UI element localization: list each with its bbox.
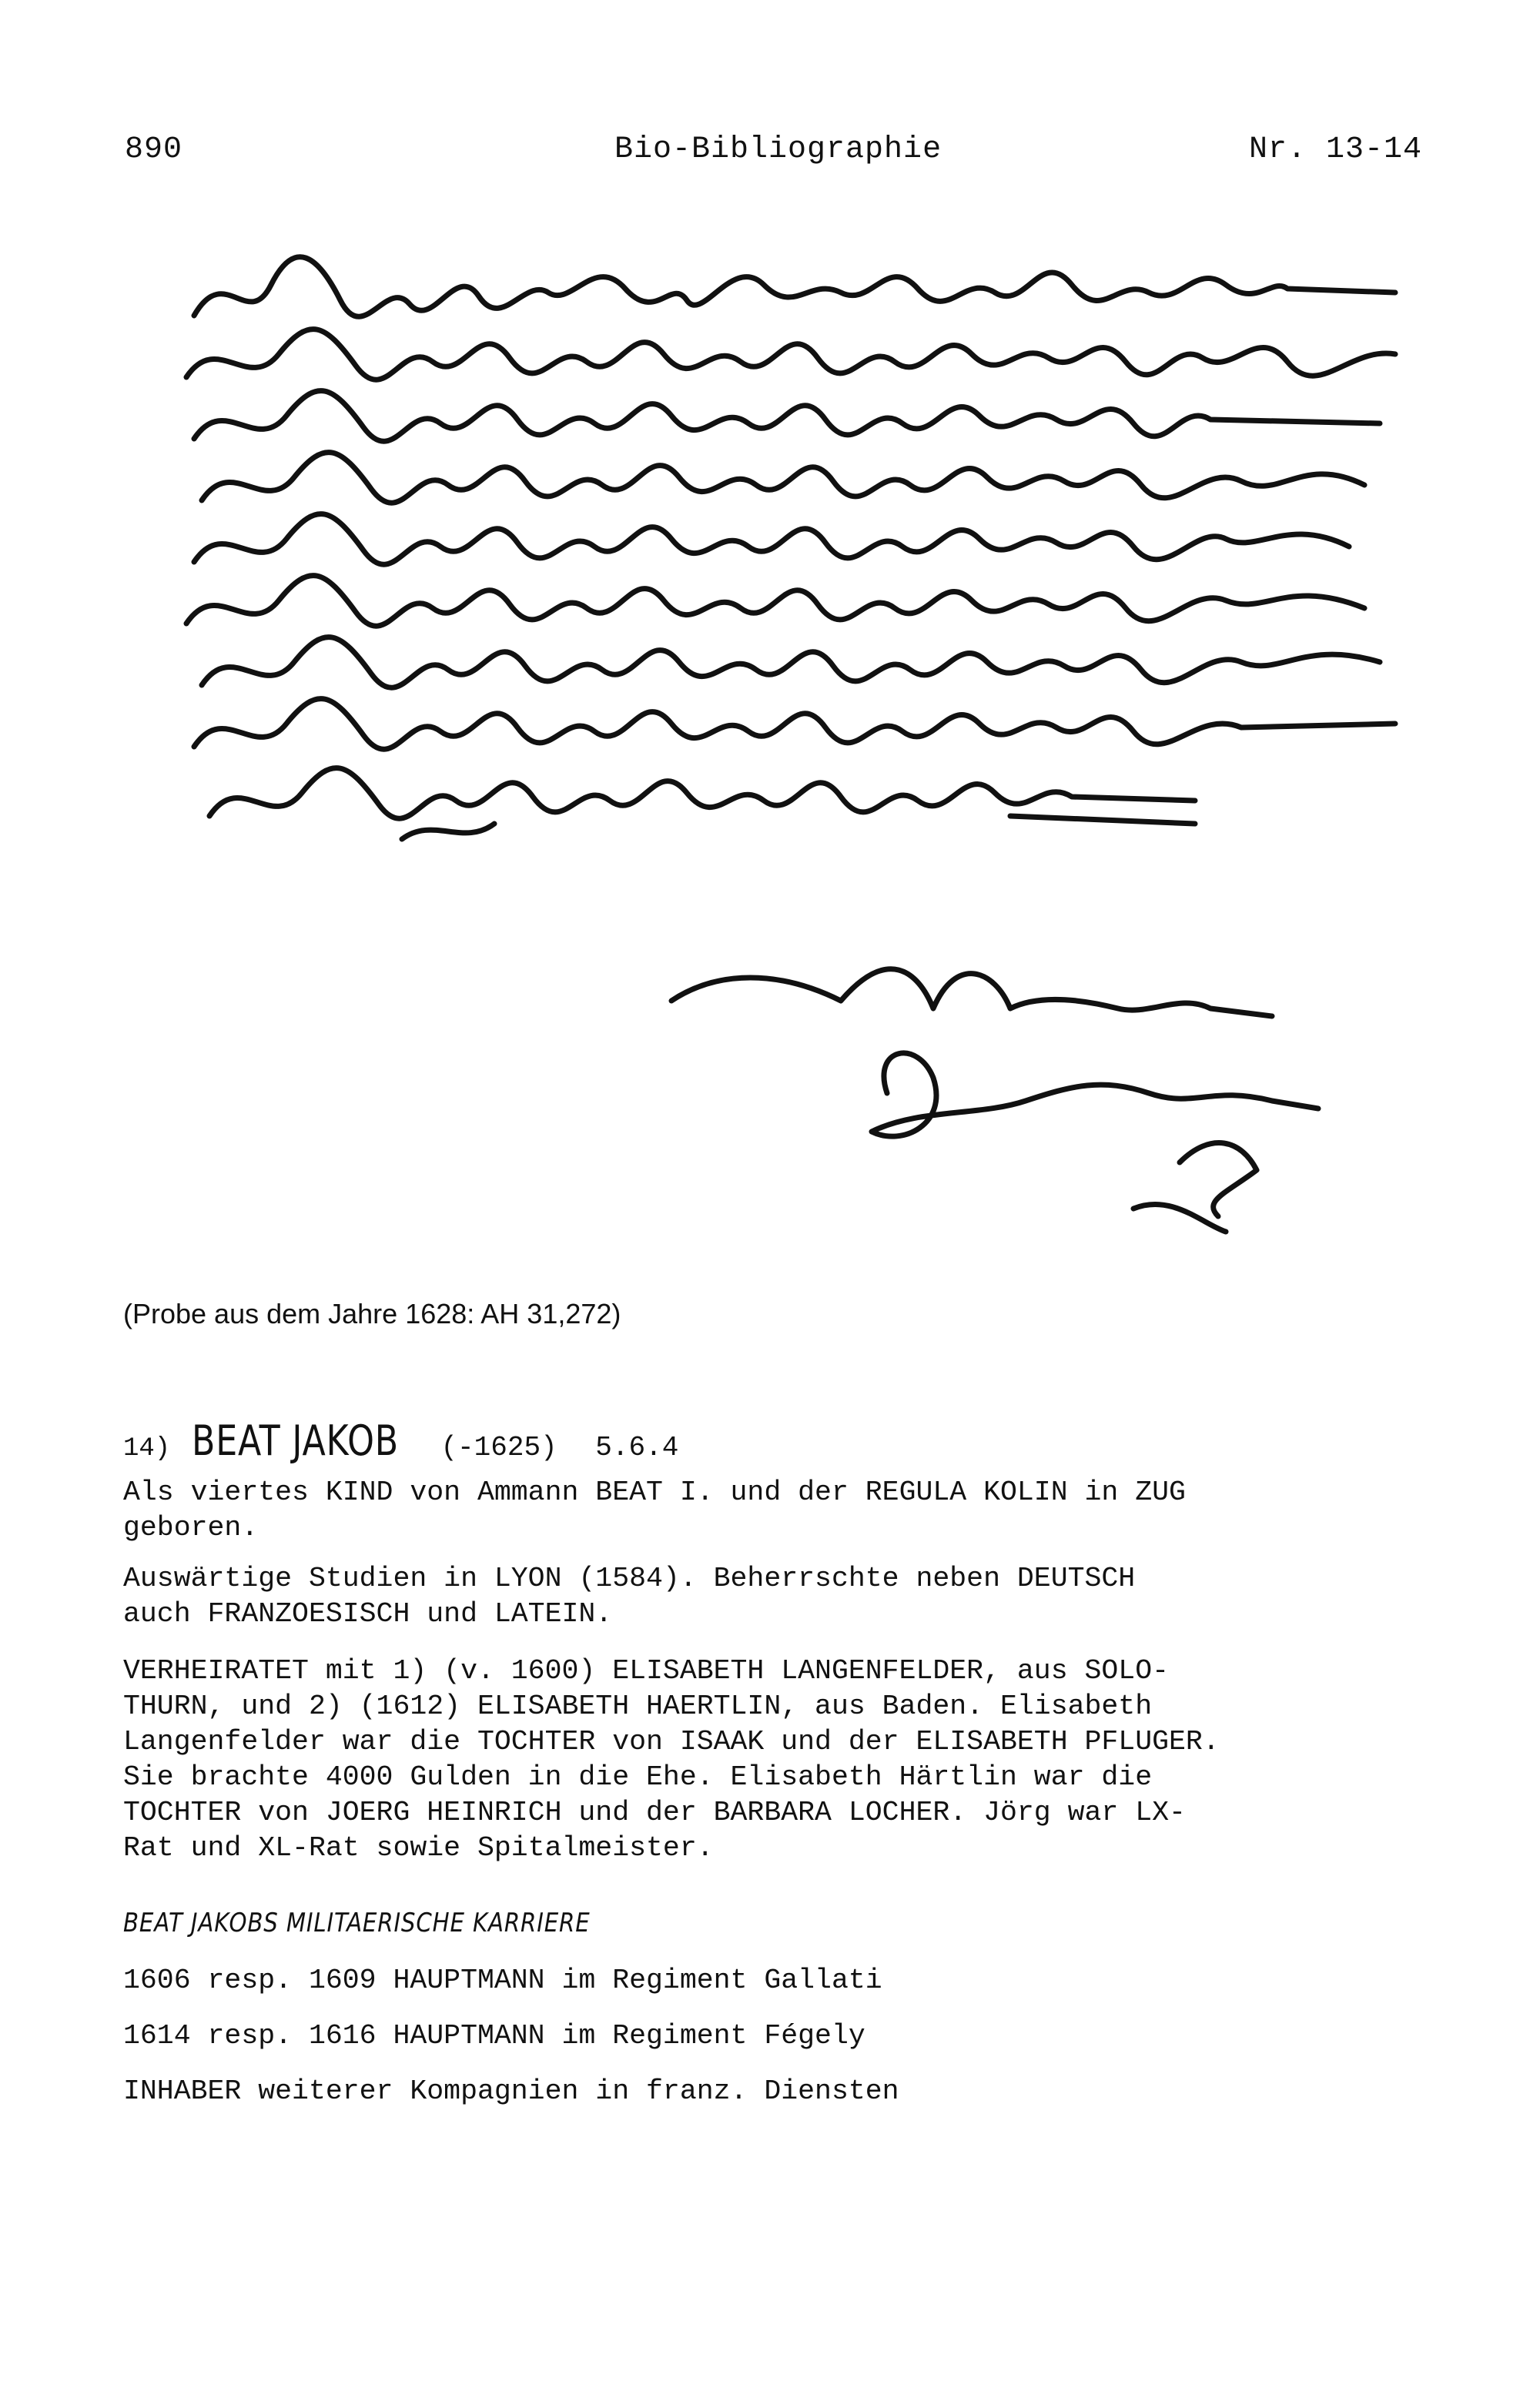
handwritten-lines [186,257,1395,839]
figure-caption: (Probe aus dem Jahre 1628: AH 31,272) [123,1298,621,1329]
career-item: INHABER weiterer Kompagnien in franz. Diensten [123,2075,899,2107]
entry-name: BEAT JAKOB [191,1416,399,1465]
page-number: 890 [125,132,183,167]
signature-marks [671,969,1318,1232]
paragraph-birth: Als viertes KIND von Ammann BEAT I. und der REGULA KOLIN in ZUG geboren. [123,1477,1186,1543]
career-heading: BEAT JAKOBS MILITAERISCHE KARRIERE [123,1908,591,1938]
career-item: 1614 resp. 1616 HAUPTMANN im Regiment Fégely [123,2020,865,2052]
paragraph-marriage: VERHEIRATET mit 1) (v. 1600) ELISABETH LANGENFELDER, aus SOLO- THURN, und 2) (1612) ELISABETH HAERTLIN, aus Baden. Elisabeth Langenfelder war die TOCHTER von ISAAK und der ELISABETH PFLUGER. Sie brachte 4000 Gulden in die Ehe. Elisabeth Härtlin war die TOCHTER von JOERG HEINRICH und der BARBARA LOCHER. Jörg war LX- Rat und XL-Rat sowie Spitalmeister. [123,1655,1220,1864]
entry-number: 14) [123,1434,171,1463]
entry-code: 5.6.4 [595,1432,679,1463]
issue-number: Nr. 13-14 [1249,132,1423,167]
paragraph-studies: Auswärtige Studien in LYON (1584). Beherrschte neben DEUTSCH auch FRANZOESISCH und LATEIN. [123,1563,1136,1630]
running-title: Bio-Bibliographie [614,132,942,167]
entry-heading [123,1416,678,1463]
handwriting-sample-image [179,231,1441,1309]
career-item: 1606 resp. 1609 HAUPTMANN im Regiment Gallati [123,1965,882,1996]
entry-dates: (-1625) [440,1432,557,1463]
